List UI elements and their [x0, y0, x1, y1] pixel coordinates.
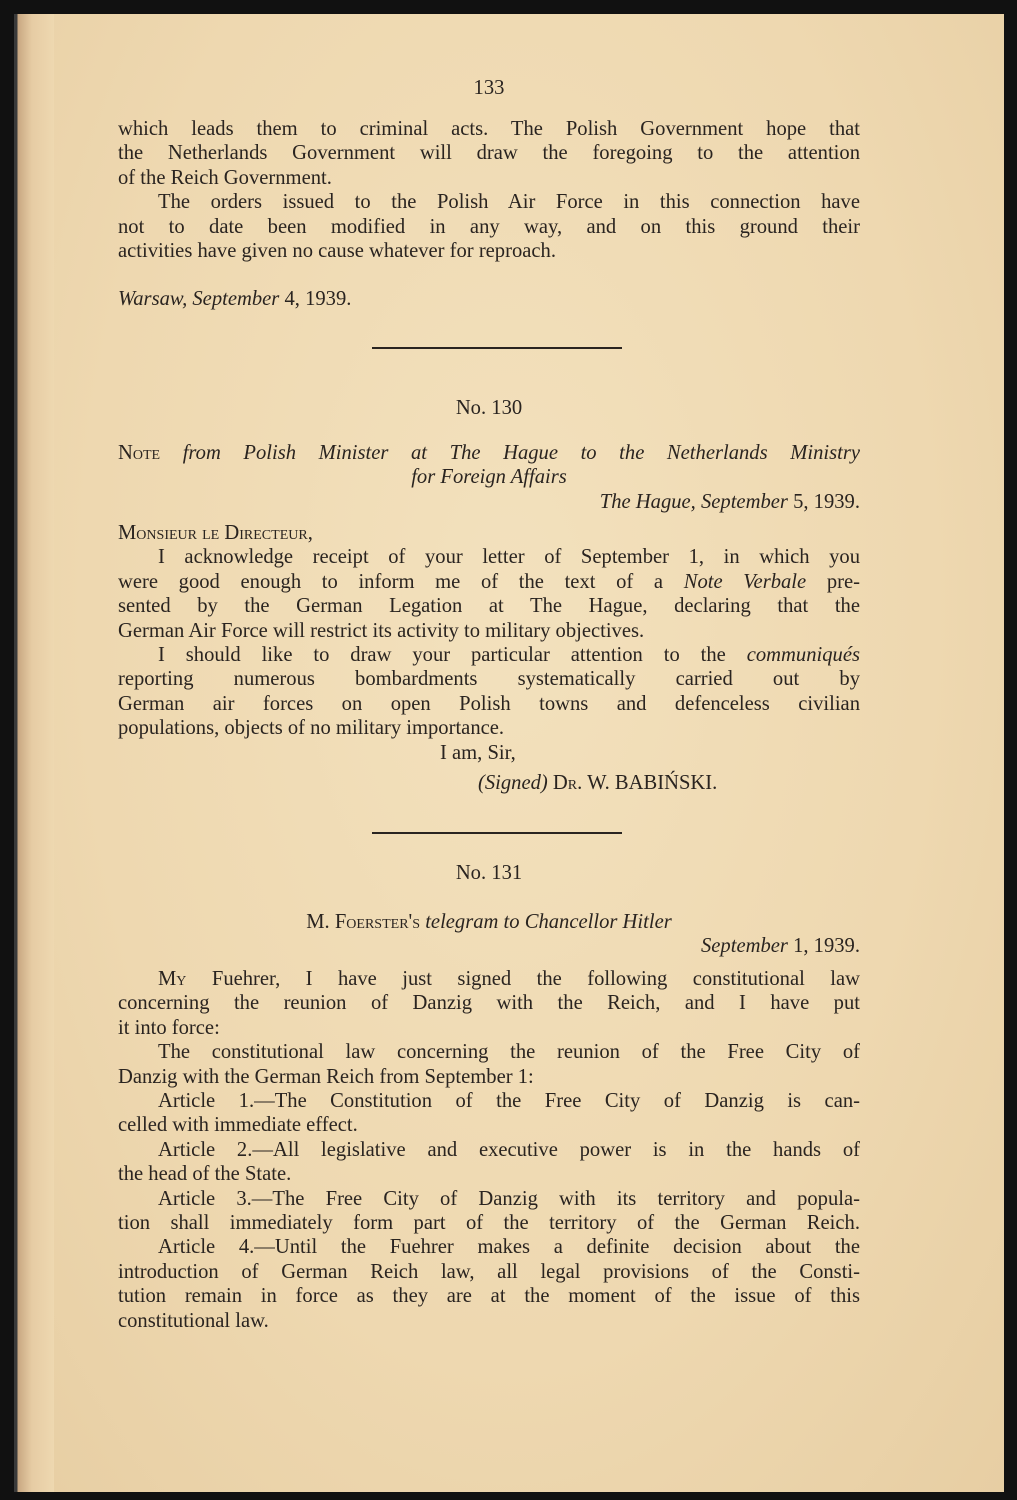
- document-131-body: [118, 967, 860, 1333]
- text-line: The orders issued to the Polish Air Force in this connection have: [158, 191, 860, 214]
- text-line: I acknowledge receipt of your letter of September 1, in which you: [158, 546, 860, 569]
- text-line: My Fuehrer, I have just signed the following constitutional law: [158, 968, 860, 990]
- article-4: Article 4.—Until the Fuehrer makes a definite decision about the: [158, 1236, 860, 1259]
- signature: (Signed) Dr. W. BABIŃSKI.: [478, 772, 718, 795]
- text-line: the Netherlands Government will draw the foregoing to the attention: [118, 142, 860, 165]
- closing: I am, Sir,: [440, 741, 516, 764]
- place-date: Warsaw, September 4, 1939.: [118, 288, 352, 310]
- text-line: sented by the German Legation at The Hague, declaring that the: [118, 595, 860, 618]
- text-line: constitutional law.: [118, 1309, 269, 1332]
- text-line: reporting numerous bombardments systematically carried out by: [118, 668, 860, 691]
- article-2: Article 2.—All legislative and executive power is in the hands of: [158, 1138, 860, 1161]
- text-line: which leads them to criminal acts. The Polish Government hope that: [118, 118, 860, 140]
- document-number-131: No. 131: [455, 862, 523, 884]
- document-number-130: No. 130: [455, 397, 523, 419]
- text-line: populations, objects of no military importance.: [118, 717, 505, 740]
- page-number: 133: [473, 77, 505, 99]
- section-divider: [372, 832, 622, 834]
- text-line: German air forces on open Polish towns and defenceless civilian: [118, 692, 860, 715]
- text-line: I should like to draw your particular attention to the communiqués: [158, 644, 860, 667]
- text-line: tution remain in force as they are at the moment of the issue of this: [118, 1285, 860, 1308]
- salutation: Monsieur le Directeur,: [118, 522, 313, 544]
- document-130-body: [118, 521, 860, 795]
- text-line: the head of the State.: [118, 1163, 292, 1186]
- article-3: Article 3.—The Free City of Danzig with its territory and popula-: [158, 1187, 860, 1210]
- text-line: not to date been modified in any way, and on this ground their: [118, 215, 860, 238]
- text-line: The constitutional law concerning the reunion of the Free City of: [158, 1041, 860, 1064]
- continuation-text: [118, 117, 860, 263]
- document-131-heading: M. Foerster's telegram to Chancellor Hitler September 1, 1939.: [306, 911, 860, 958]
- text-line: it into force:: [118, 1016, 220, 1039]
- page-binding: [14, 14, 54, 1492]
- text-line: of the Reich Government.: [118, 166, 332, 189]
- text-line: German Air Force will restrict its activity to military objectives.: [118, 619, 645, 642]
- text-line: were good enough to inform me of the text of a Note Verbale pre-: [118, 570, 860, 593]
- text-line: introduction of German Reich law, all legal provisions of the Consti-: [118, 1260, 860, 1283]
- text-line: concerning the reunion of Danzig with the Reich, and I have put: [118, 992, 860, 1015]
- section-divider: [372, 347, 622, 349]
- document-130-heading: Note from Polish Minister at The Hague to the Netherlands Ministry for Foreign Affairs The Hague, September 5, 1939.: [118, 442, 860, 513]
- text-line: Danzig with the German Reich from September 1:: [118, 1065, 534, 1088]
- text-line: activities have given no cause whatever for reproach.: [118, 240, 556, 263]
- text-line: tion shall immediately form part of the territory of the German Reich.: [118, 1212, 860, 1235]
- text-line: celled with immediate effect.: [118, 1114, 358, 1137]
- article-1: Article 1.—The Constitution of the Free City of Danzig is can-: [158, 1090, 860, 1113]
